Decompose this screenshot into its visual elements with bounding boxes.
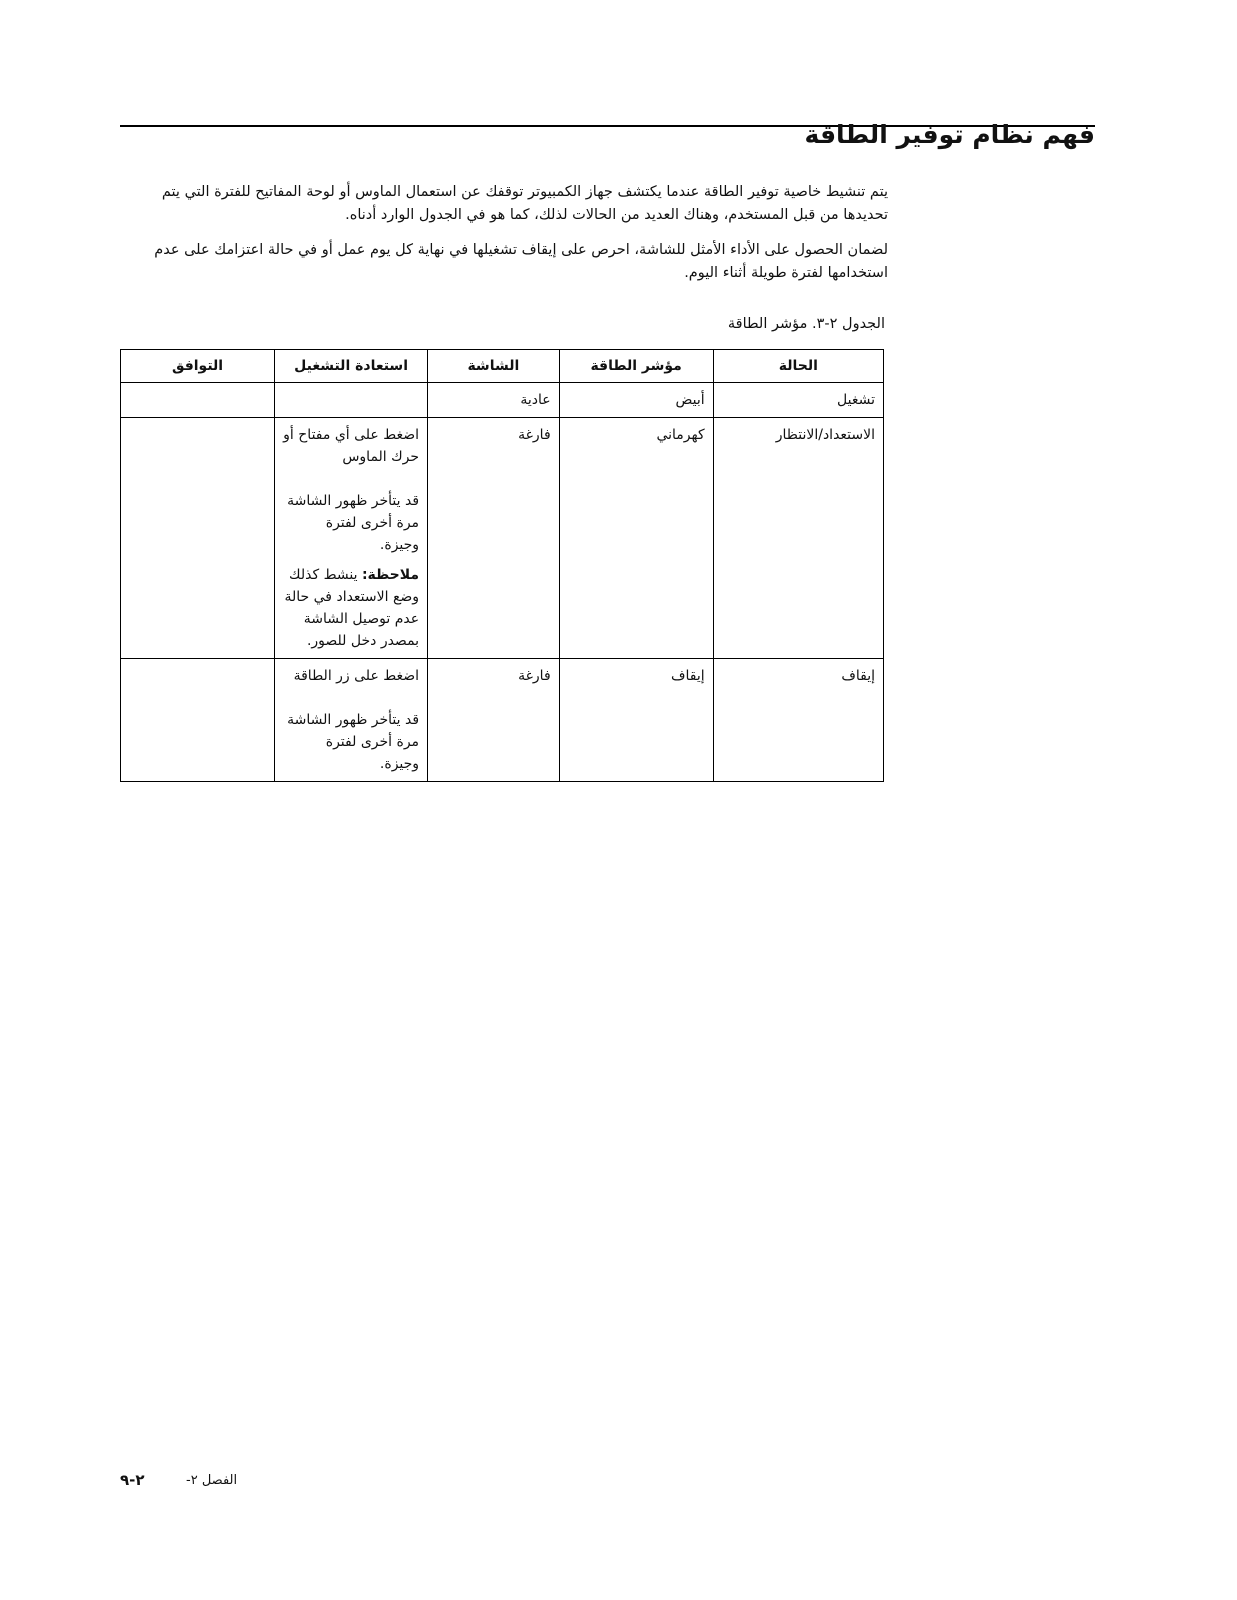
cell-screen: عادية [428,383,560,418]
cell-state: إيقاف [713,659,883,782]
cell-power-indicator: إيقاف [559,659,713,782]
note-text: ينشط كذلك وضع الاستعداد في حالة عدم توصيل الشاشة بمصدر دخل للصور. [284,567,420,649]
cell-screen: فارغة [428,418,560,659]
table-caption: الجدول ٢-٣. مؤشر الطاقة [727,316,885,332]
performance-paragraph: لضمان الحصول على الأداء الأمثل للشاشة، احرص على إيقاف تشغيلها في نهاية كل يوم عمل أو في حالة اعتزامك على عدم استخدامها لفترة طويلة أثناء اليوم. [154,242,888,281]
header-power-indicator: مؤشر الطاقة [559,350,713,383]
table-header-row [121,350,884,383]
cell-restore-operation [275,383,428,418]
table-row [121,659,884,782]
cell-power-indicator: أبيض [559,383,713,418]
table-row [121,383,884,418]
note-label: ملاحظة: [361,567,420,583]
page-title: فهم نظام توفير الطاقة [804,120,1095,149]
standby-note [283,564,419,652]
footer-page-number: ٢-٩ [120,1471,145,1489]
footer-chapter-label: الفصل ٢- [186,1473,238,1488]
cell-state: تشغيل [713,383,883,418]
table-row [121,418,884,659]
cell-screen: فارغة [428,659,560,782]
restore-delay-note: قد يتأخر ظهور الشاشة مرة أخرى لفترة وجيزة. [287,493,420,553]
cell-state: الاستعداد/الانتظار [713,418,883,659]
intro-paragraph: يتم تنشيط خاصية توفير الطاقة عندما يكتشف جهاز الكمبيوتر توقفك عن استعمال الماوس أو لوحة المفاتيح للفترة التي يتم تحديدها من قبل المستخدم، وهناك العديد من الحالات لذلك، كما هو في الجدول الوارد أدناه. [161,184,888,223]
power-indicator-table [120,349,884,782]
cell-power-indicator: كهرماني [559,418,713,659]
cell-restore-operation [275,659,428,782]
restore-instruction: اضغط على أي مفتاح أو حرك الماوس [283,427,420,465]
cell-compatibility [121,383,275,418]
header-restore-operation: استعادة التشغيل [275,350,428,383]
header-compatibility: التوافق [121,350,275,383]
restore-delay-note: قد يتأخر ظهور الشاشة مرة أخرى لفترة وجيزة. [287,712,420,772]
cell-compatibility [121,418,275,659]
restore-instruction: اضغط على زر الطاقة [293,668,420,684]
cell-compatibility [121,659,275,782]
header-screen: الشاشة [428,350,560,383]
cell-restore-operation [275,418,428,659]
header-state: الحالة [713,350,883,383]
